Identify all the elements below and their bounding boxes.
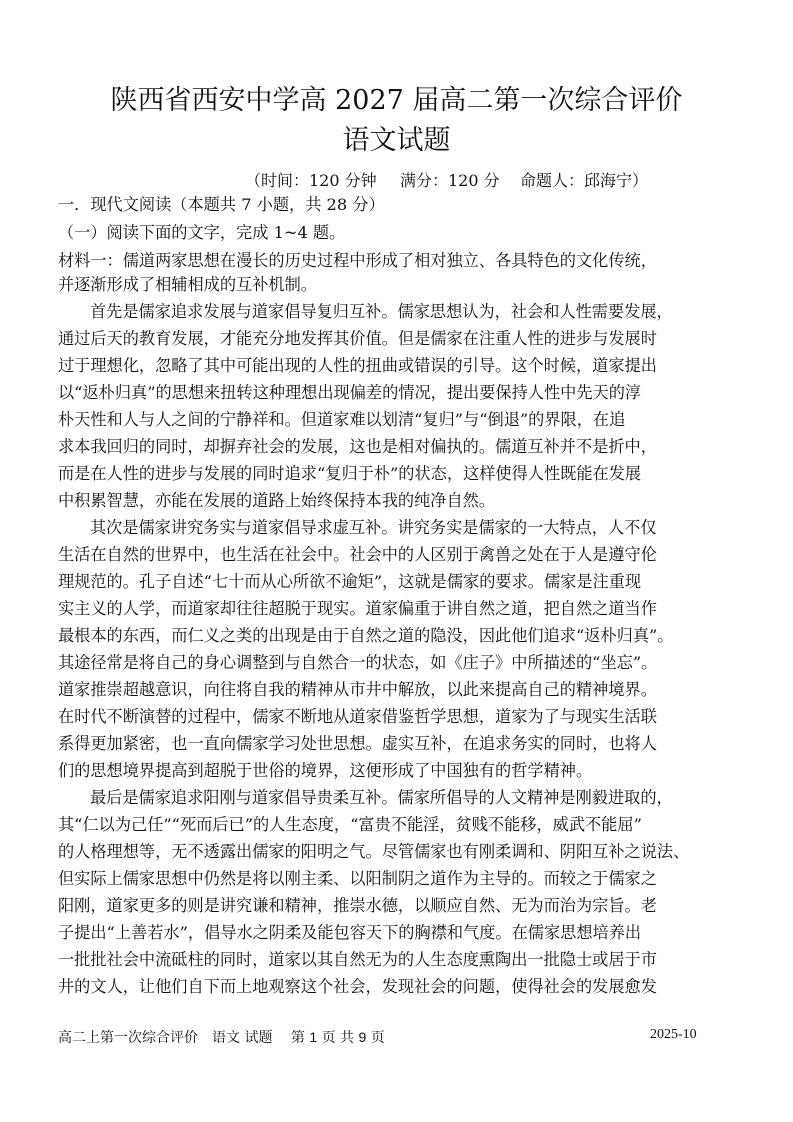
footer-prefix: 高二上第一次综合评价 语文 试题 第	[58, 1030, 305, 1046]
text-line: 其途径常是将自己的身心调整到与自然合一的状态，如《庄子》中所描述的“坐忘”。	[58, 653, 658, 672]
exam-score: 满分：120 分	[400, 171, 500, 190]
text-line: 在时代不断演替的过程中，儒家不断地从道家借鉴哲学思想，道家为了与现实生活联	[58, 707, 657, 726]
text-line: 生活在自然的世界中，也生活在社会中。社会中的人区别于禽兽之处在于人是遵守伦	[58, 545, 657, 564]
text-line: 以“返朴归真”的思想来扭转这种理想出现偏差的情况，提出要保持人性中先天的淳	[58, 383, 642, 402]
text-line: 子提出“上善若水”，倡导水之阴柔及能包容天下的胸襟和气度。在儒家思想培养出	[58, 923, 642, 942]
text-line: 其“仁以为己任”“死而后已”的人生态度，“富贵不能淫，贫贱不能移，威武不能屈”	[58, 815, 642, 834]
text-line: 的人格理想等，无不透露出儒家的阳明之气。尽管儒家也有刚柔调和、阴阳互补之说法、	[58, 842, 690, 861]
footer-date: 2025-10	[650, 1027, 697, 1042]
footer-page-number: 1	[309, 1029, 318, 1045]
footer-total-pages: 9	[358, 1029, 367, 1045]
exam-author: 命题人：邱海宁）	[520, 171, 649, 190]
text-line: 最后是儒家追求阳刚与道家倡导贵柔互补。儒家所倡导的人文精神是刚毅进取的，	[90, 788, 673, 807]
text-line: 通过后天的教育发展，才能充分地发挥其价值。但是儒家在注重人性的进步与发展时	[58, 329, 657, 348]
sub-heading: （一）阅读下面的文字，完成 1~4 题。	[58, 223, 346, 242]
text-line: 道家推崇超越意识，向往将自我的精神从市井中解放，以此来提高自己的精神境界。	[58, 680, 657, 699]
footer-mid: 页 共	[321, 1030, 355, 1046]
exam-subtitle: 语文试题	[342, 125, 451, 156]
text-line: 其次是儒家讲究务实与道家倡导求虚互补。讲究务实是儒家的一大特点，人不仅	[90, 518, 657, 537]
text-line: 并逐渐形成了相辅相成的互补机制。	[58, 275, 317, 294]
text-line: 首先是儒家追求发展与道家倡导复归互补。儒家思想认为，社会和人性需要发展，	[90, 302, 673, 321]
text-line: 阳刚，道家更多的则是讲究谦和精神，推崇水德，以顺应自然、无为而治为宗旨。老	[58, 896, 657, 915]
text-line: 实主义的人学，而道家却往往超脱于现实。道家偏重于讲自然之道，把自然之道当作	[58, 599, 657, 618]
text-line: 一批批社会中流砥柱的同时，道家以其自然无为的人生态度熏陶出一批隐士或居于市	[58, 950, 657, 969]
section-heading: 一．现代文阅读（本题共 7 小题，共 28 分）	[58, 195, 385, 214]
text-line: 求本我回归的同时，却摒弃社会的发展，这也是相对偏执的。儒道互补并不是折中，	[58, 437, 657, 456]
footer-info	[58, 1027, 385, 1047]
text-line: 们的思想境界提高到超脱于世俗的境界，这便形成了中国独有的哲学精神。	[58, 761, 593, 780]
text-line: 而是在人性的进步与发展的同时追求“复归于朴”的状态，这样使得人性既能在发展	[58, 464, 642, 483]
text-line: 系得更加紧密，也一直向儒家学习处世思想。虚实互补，在追求务实的同时，也将人	[58, 734, 657, 753]
exam-time: （时间：120 分钟	[245, 171, 377, 190]
exam-title: 陕西省西安中学高 2027 届高二第一次综合评价	[110, 85, 683, 116]
text-line: 井的文人，让他们自下而上地观察这个社会，发现社会的问题，使得社会的发展愈发	[58, 977, 657, 996]
text-line: 最根本的东西，而仁义之类的出现是由于自然之道的隐没，因此他们追求“返朴归真”。	[58, 626, 674, 645]
text-line: 材料一：儒道两家思想在漫长的历史过程中形成了相对独立、各具特色的文化传统，	[58, 251, 657, 270]
footer-suffix: 页	[370, 1030, 385, 1046]
text-line: 理规范的。孔子自述“七十而从心所欲不逾矩”，这就是儒家的要求。儒家是注重现	[58, 572, 642, 591]
text-line: 中积累智慧，亦能在发展的道路上始终保持本我的纯净自然。	[58, 491, 496, 510]
text-line: 但实际上儒家思想中仍然是将以刚主柔、以阳制阴之道作为主导的。而较之于儒家之	[58, 869, 657, 888]
text-line: 朴天性和人与人之间的宁静祥和。但道家难以划清“复归”与“倒退”的界限，在追	[58, 410, 626, 429]
text-line: 过于理想化，忽略了其中可能出现的人性的扭曲或错误的引导。这个时候，道家提出	[58, 356, 657, 375]
